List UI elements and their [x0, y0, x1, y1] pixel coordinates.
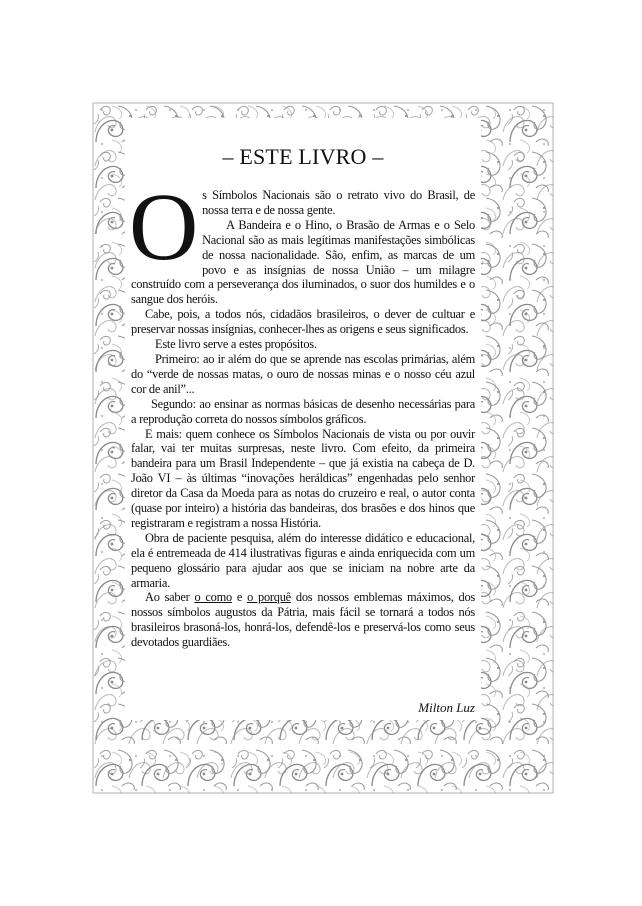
paragraph-8: Obra de paciente pesquisa, além do interesse didático e educacional, ela é entremeada de 414 ilustrativas figuras e ainda enriquecida com um pequeno glossário para ajudar aos que se iniciam na nobre arte da armaria.	[131, 530, 475, 590]
page-title: – ESTE LIVRO –	[222, 144, 384, 169]
paragraph-4: Este livro serve a estes propósitos.	[155, 337, 317, 352]
p9-end: dos nossos emblemas máximos, dos nossos símbolos augustos da Pátria, mais fácil se tornará a todos nós brasileiros brasoná-los, honrá-los, defendê-los e preservá-los como seus devotados guardiães.	[131, 590, 475, 650]
author-signature: Milton Luz	[418, 700, 475, 715]
body-text	[129, 173, 475, 650]
paragraph-9	[131, 590, 475, 650]
p9-start: Ao saber	[145, 590, 190, 605]
p9-mid: e	[236, 590, 243, 605]
paragraph-6: Segundo: ao ensinar as normas básicas de desenho necessárias para a reprodução correta do nossos símbolos gráficos.	[131, 396, 475, 426]
drop-cap: O	[129, 173, 199, 280]
paragraph-2: A Bandeira e o Hino, o Brasão de Armas e o Selo Nacional são as mais legítimas manifestações simbólicas de nossa nacionalidade. São, enfim, as marcas de um povo e as insígnias de nossa União – um milagre construído com a perseverança dos iluminados, o suor dos humildes e o sangue dos heróis.	[131, 217, 475, 307]
paragraph-1: s Símbolos Nacionais são o retrato vivo do Brasil, de nossa terra e de nossa gente.	[202, 188, 475, 217]
p9-underline-o-como: o como	[194, 590, 232, 605]
paragraph-7: E mais: quem conhece os Símbolos Nacionais de vista ou por ouvir falar, vai ter muitas surpresas, neste livro. Com efeito, da primeira bandeira para um Brasil Independente – que já existia na cabeça de D. João VI – às últimas “inovações heráldicas” engenhadas pelo senhor diretor da Casa da Moeda para as notas do cruzeiro e real, o autor conta (quase por inteiro) a história das bandeiras, dos brasões e dos hinos que registraram e registram a nossa História.	[131, 426, 475, 530]
p9-underline-o-porque: o porquê	[247, 590, 291, 605]
paragraph-3: Cabe, pois, a todos nós, cidadãos brasileiros, o dever de cultuar e preservar nossas insígnias, conhecer-lhes as origens e seus significados.	[131, 307, 475, 337]
text-panel	[125, 118, 481, 720]
paragraph-5: Primeiro: ao ir além do que se aprende nas escolas primárias, além do “verde de nossas matas, o ouro de nossas minas e o nosso céu azul cor de anil”...	[131, 351, 475, 396]
